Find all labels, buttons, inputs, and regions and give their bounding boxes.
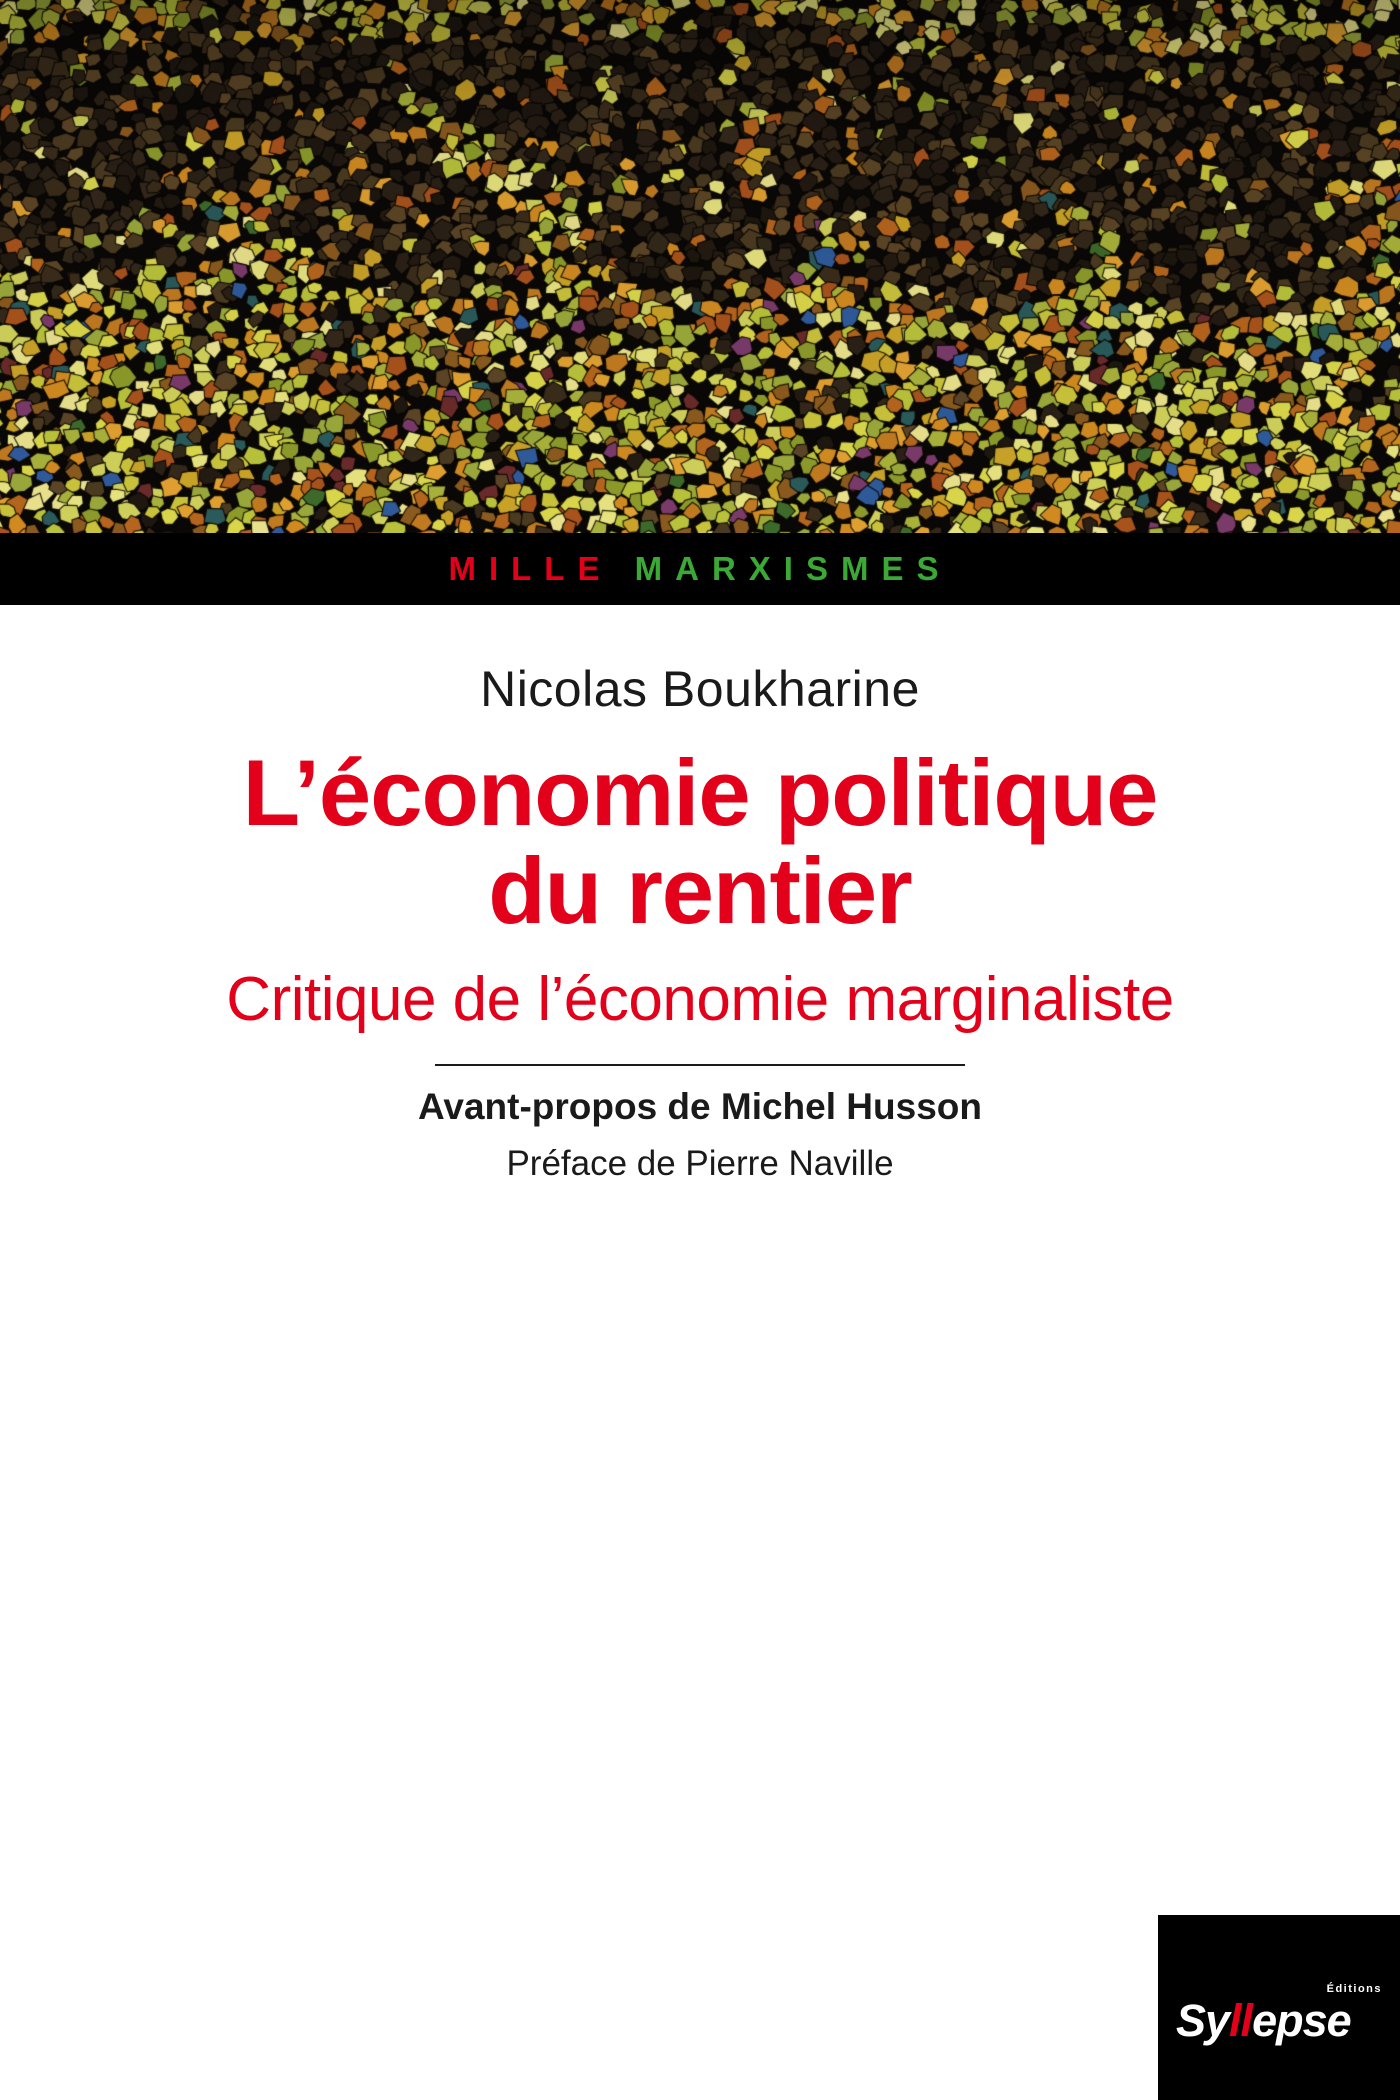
series-title-green: MARXISMES <box>634 550 952 587</box>
series-title-red: MILLE <box>448 550 635 587</box>
publisher-name-highlight: ll <box>1229 1995 1253 2046</box>
foreword-credit: Avant-propos de Michel Husson <box>418 1085 982 1127</box>
book-subtitle: Critique de l’économie marginaliste <box>226 964 1174 1034</box>
book-title <box>0 740 1400 943</box>
book-title-line-2: du rentier <box>488 837 912 943</box>
mosaic-world-map-artwork <box>0 0 1400 533</box>
publisher-editions-label: Éditions <box>1326 1983 1382 1995</box>
publisher-name-prefix: Sy <box>1176 1995 1230 2046</box>
book-title-line-1: L’économie politique <box>242 740 1158 845</box>
publisher-name-suffix: epse <box>1252 1995 1351 2046</box>
publisher-name <box>1176 1995 1351 2047</box>
preface-credit: Préface de Pierre Naville <box>506 1143 894 1183</box>
mosaic-canvas <box>0 0 1400 533</box>
series-band <box>0 533 1400 605</box>
cover-text-area <box>0 605 1400 1184</box>
series-title <box>448 550 951 588</box>
publisher-logo <box>1158 1915 1400 2100</box>
divider-rule <box>435 1064 965 1066</box>
author-name: Nicolas Boukharine <box>480 661 920 717</box>
